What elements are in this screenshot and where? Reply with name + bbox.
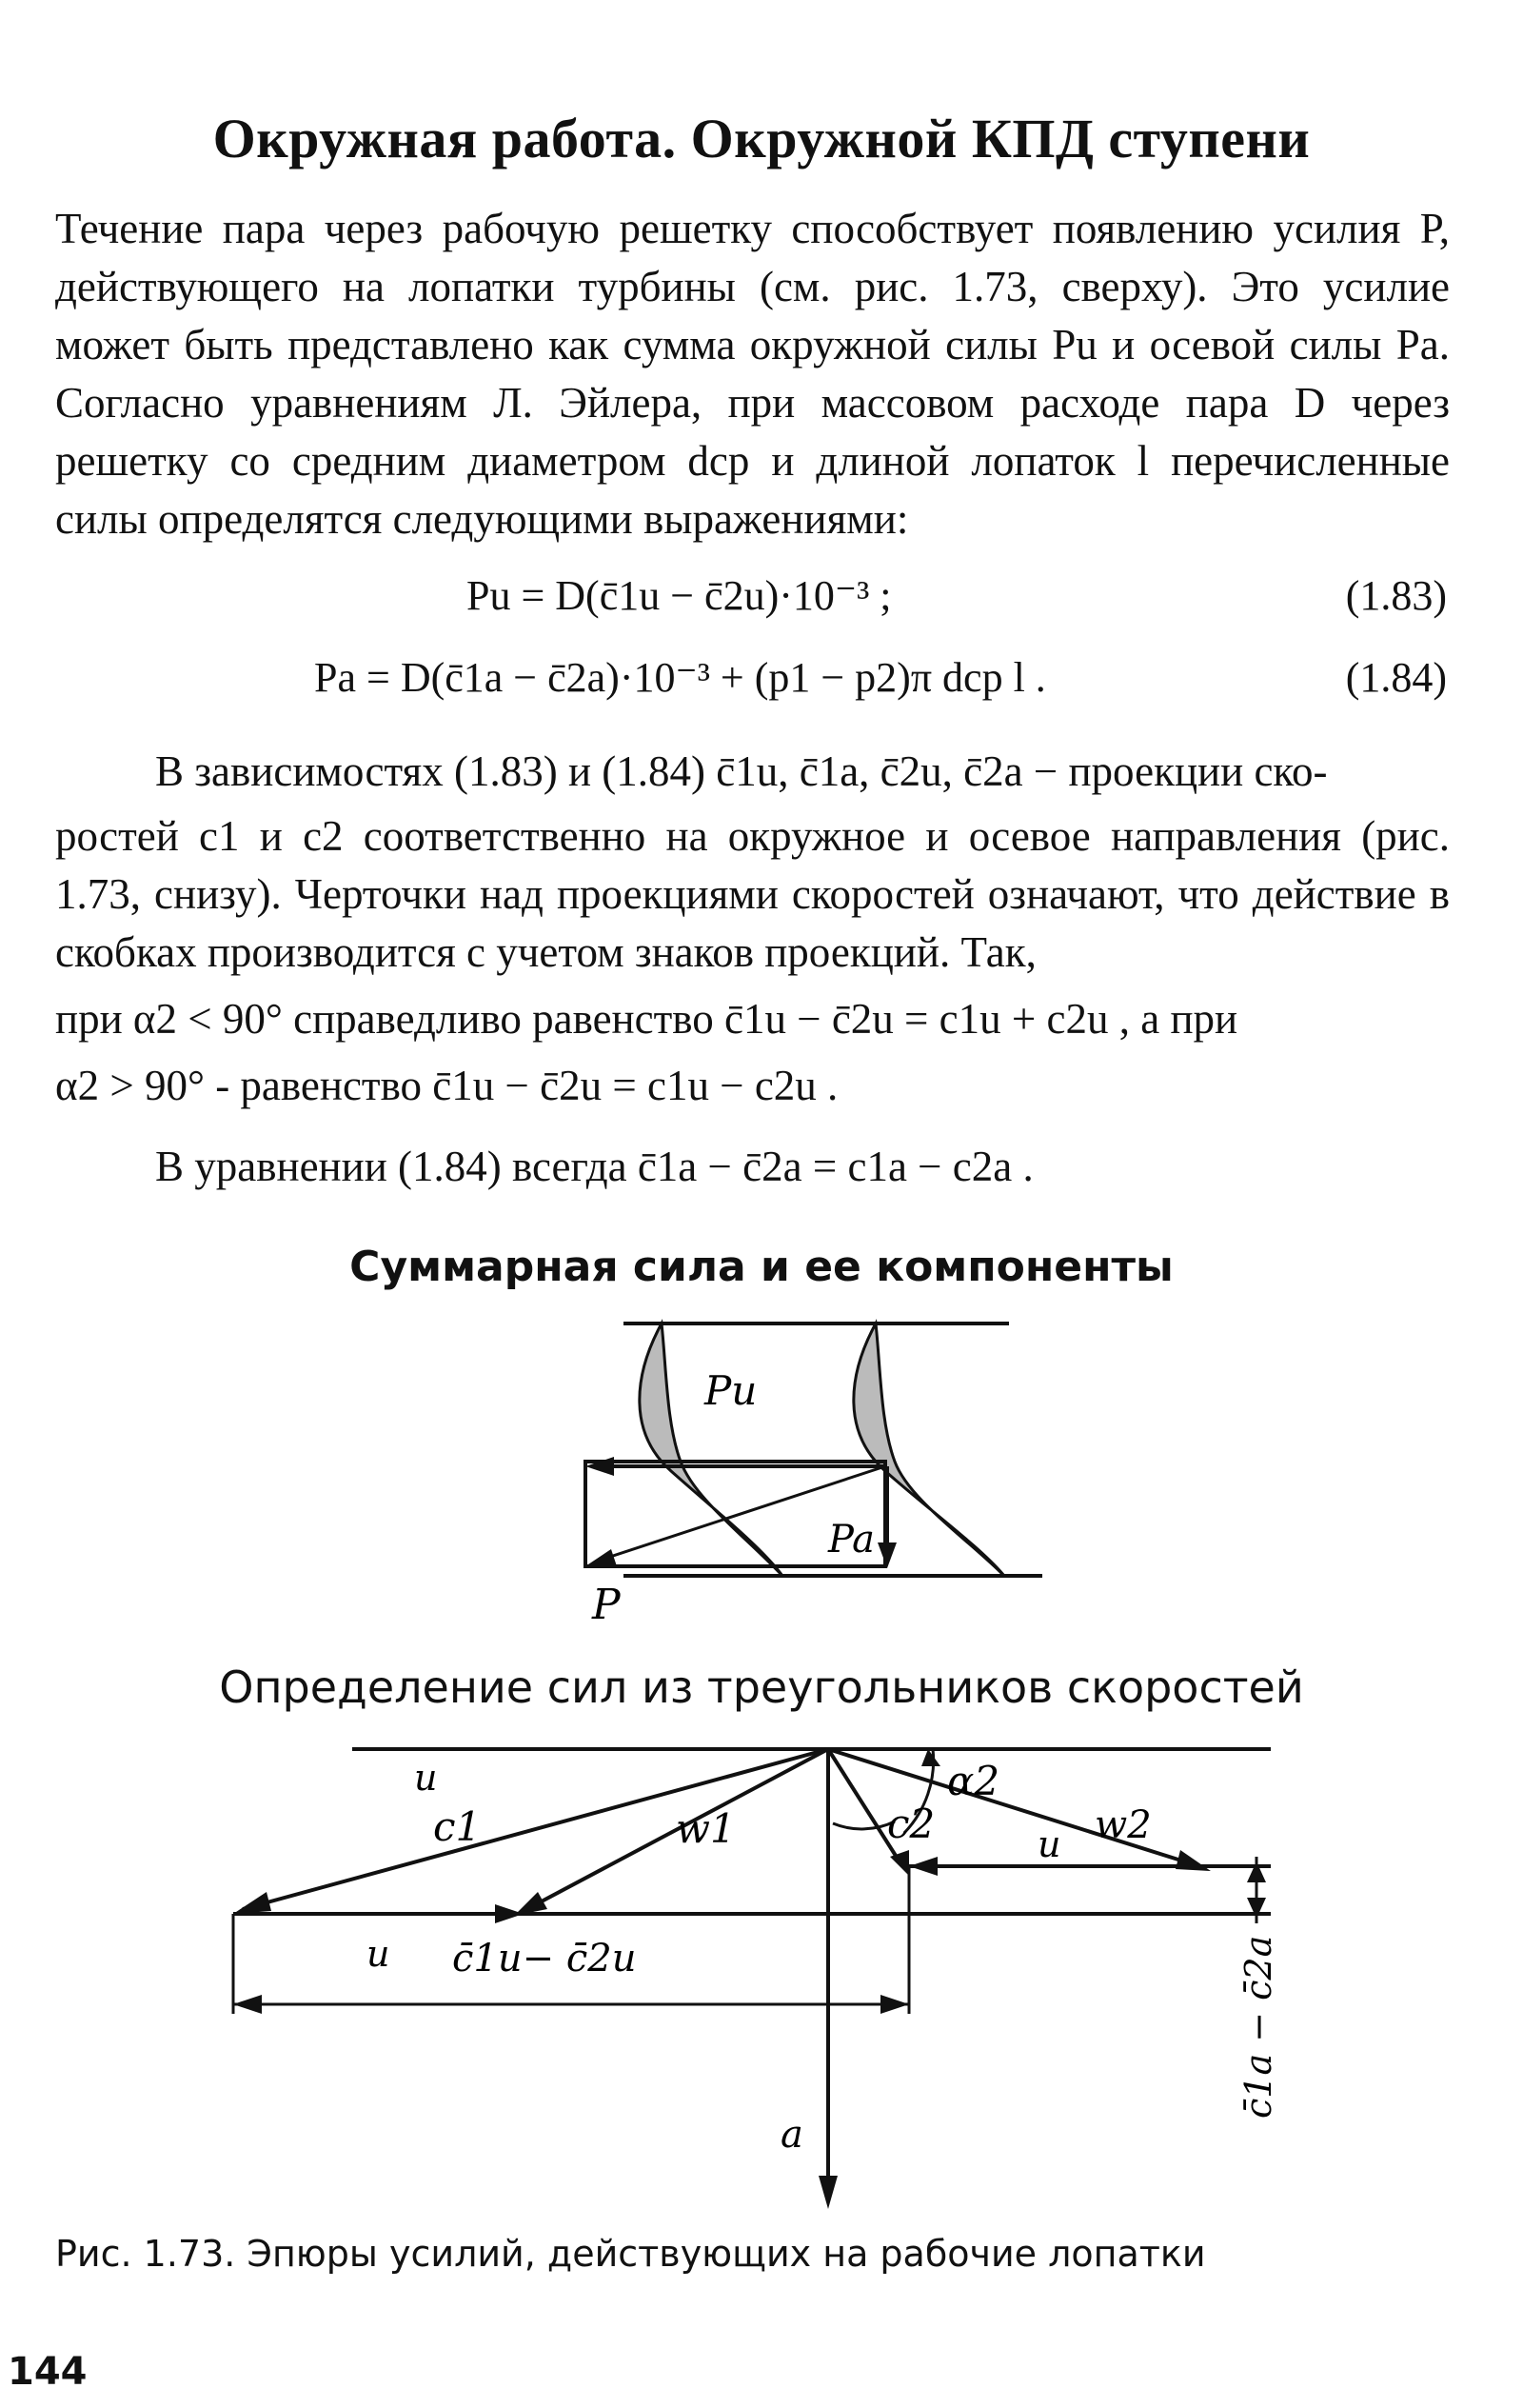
- paragraph-2-line-1: В зависимостях (1.83) и (1.84) c̄1u, c̄1a, c̄2u, c̄2a − проекции ско-: [155, 747, 1328, 795]
- label-c2: c2: [887, 1801, 936, 1847]
- formula-1-84-number: (1.84): [1345, 654, 1447, 701]
- figure-caption: Рис. 1.73. Эпюры усилий, действующих на рабочие лопатки: [55, 2233, 1206, 2275]
- label-w2: w2: [1095, 1803, 1152, 1847]
- page-number: 144: [8, 2350, 88, 2394]
- pa-arrow-head: [878, 1542, 897, 1568]
- label-u-left: u: [366, 1933, 390, 1975]
- formula-1-83: Pu = D(c̄1u − c̄2u)·10⁻³ ;: [466, 572, 892, 619]
- p-resultant-arrow-head: [585, 1549, 617, 1566]
- blade-1: [640, 1323, 782, 1576]
- figure-bottom-heading: Определение сил из треугольников скоростей: [219, 1662, 1304, 1713]
- label-c1u-c2u: c̄1u− c̄2u: [452, 1937, 637, 1980]
- formula-1-84: Pa = D(c̄1a − c̄2a)·10⁻³ + (p1 − p2)π dср l .: [314, 654, 1046, 701]
- label-a: a: [781, 2113, 803, 2157]
- u-right-arrow-head: [909, 1857, 938, 1876]
- label-c1a-c2a: c̄1a − c̄2a: [1237, 1935, 1279, 2119]
- c1u-c2u-arrow-head: [495, 1904, 524, 1923]
- paragraph-2-line-a: при α2 < 90° справедливо равенство c̄1u − c̄2u = c1u + c2u , а при: [55, 995, 1238, 1043]
- label-pu: Pu: [704, 1367, 758, 1414]
- c1-vector: [243, 1749, 828, 1909]
- paragraph-1: Течение пара через рабочую решетку способствует появлению усилия P, действующего на лопатки турбины (см. рис. 1.73, сверху). Это усилие может быть представлено как сумма окружной силы Pu и осевой силы Pa. Согласно уравнениям Л. Эйлера, при массовом расходе пара D через решетку со средним диаметром dср и длиной лопаток l перечисленные силы определятся следующими выражениями:: [55, 205, 1450, 543]
- dimension-left-head: [233, 1995, 262, 2014]
- blade-2: [854, 1323, 1004, 1576]
- label-pa: Pa: [828, 1518, 875, 1562]
- paragraph-2-rest: ростей c1 и c2 соответственно на окружное и осевое направления (рис. 1.73, снизу). Черточки над проекциями скоростей означают, что действие в скобках производится с учетом знаков проекций. Так,: [55, 812, 1450, 976]
- c1-arrow-head: [233, 1892, 271, 1914]
- figure-top-heading: Суммарная сила и ее компоненты: [349, 1243, 1174, 1291]
- dimension-right-head: [880, 1995, 909, 2014]
- label-u-right: u: [1038, 1823, 1061, 1865]
- alpha2-inner-arc: [833, 1821, 895, 1829]
- paragraph-2-line-b: α2 > 90° - равенство c̄1u − c̄2u = c1u − c2u .: [55, 1062, 839, 1109]
- section-title: Окружная работа. Окружной КПД ступени: [212, 108, 1311, 169]
- paragraph-3: В уравнении (1.84) всегда c̄1a − c̄2a = c1a − c2a .: [155, 1143, 1034, 1190]
- figure-bottom-triangles: [209, 1728, 1333, 2223]
- label-p: P: [592, 1581, 621, 1628]
- alpha2-arc-head: [921, 1749, 940, 1766]
- axial-a-arrow-head: [819, 2176, 838, 2209]
- figure-top-blades: [533, 1300, 1066, 1628]
- label-u-top: u: [414, 1757, 438, 1799]
- label-w1: w1: [676, 1805, 736, 1852]
- formula-1-83-number: (1.83): [1345, 572, 1447, 619]
- label-c1: c1: [433, 1803, 482, 1850]
- label-alpha2: α2: [947, 1758, 1000, 1804]
